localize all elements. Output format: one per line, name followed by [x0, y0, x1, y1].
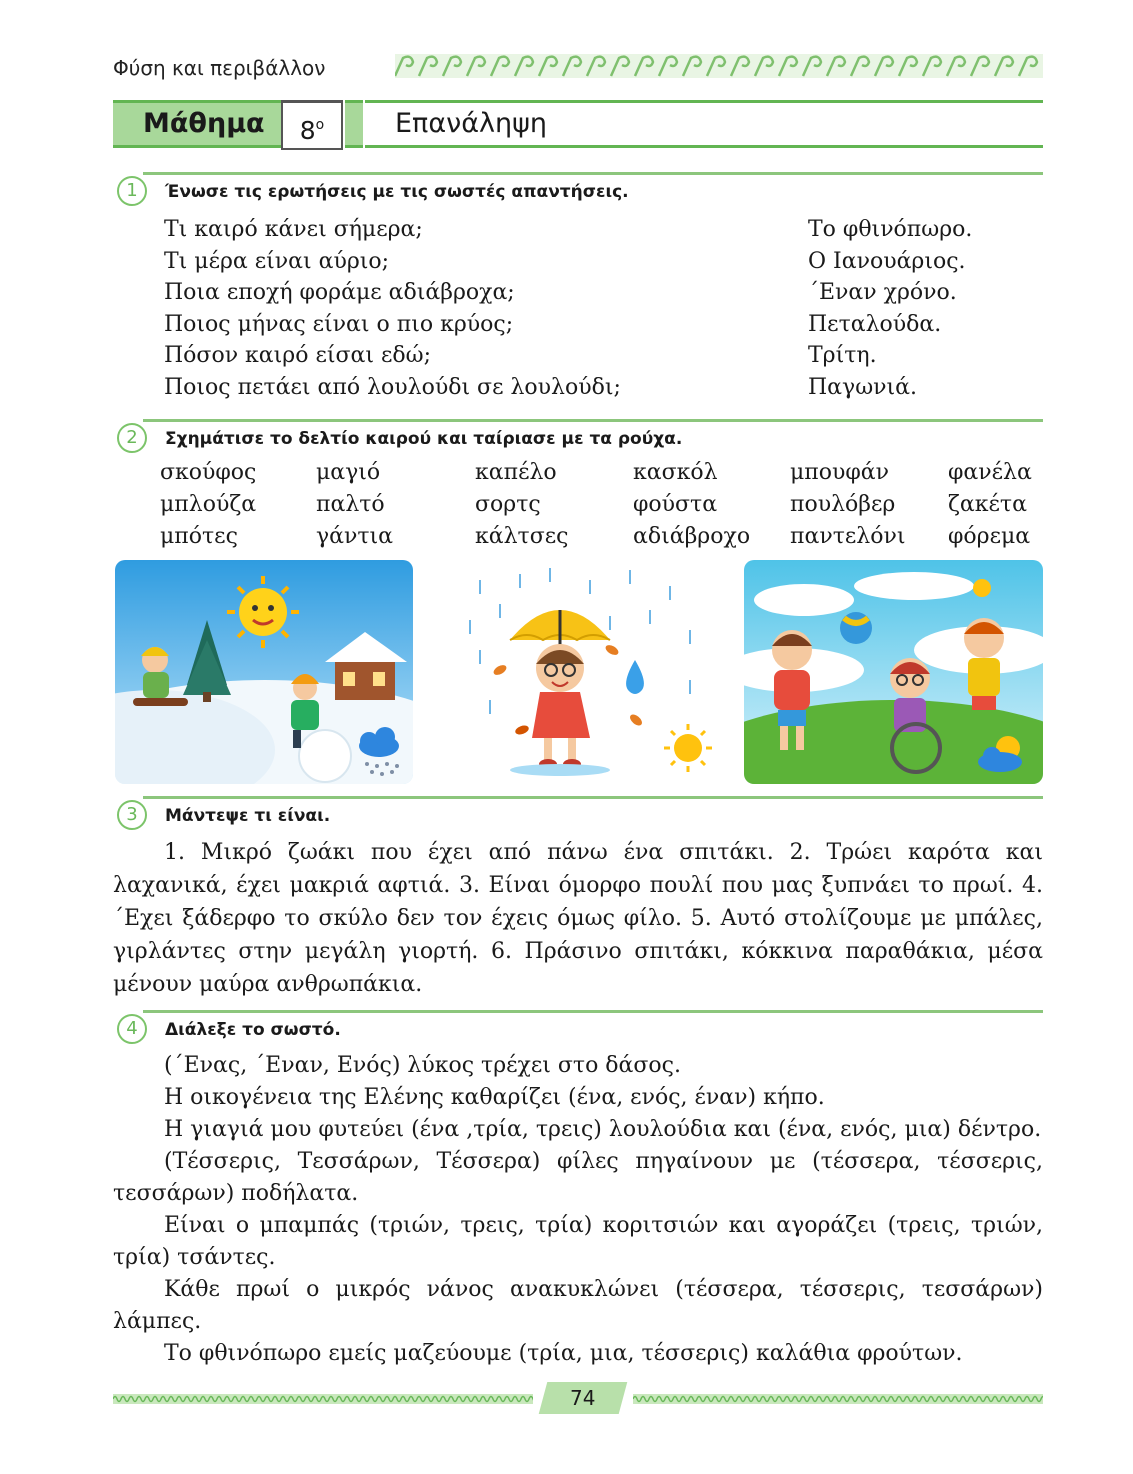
page-footer — [113, 1382, 1043, 1416]
word: φόρεμα — [948, 524, 1031, 549]
section-rule — [143, 796, 1043, 799]
word: παλτό — [316, 492, 385, 517]
word: γάντια — [316, 524, 394, 549]
rain-illustration — [440, 560, 730, 784]
choice-sentence: Είναι ο μπαμπάς (τριών, τρεις, τρία) κοριτσιών και αγοράζει (τρεις, τριών, τρία) τσάντες. — [113, 1213, 1043, 1270]
exercise-number-badge: 1 — [117, 176, 147, 206]
word: κάλτσες — [475, 524, 569, 549]
exercise-title: Ένωσε τις ερωτήσεις με τις σωστές απαντήσεις. — [165, 182, 629, 202]
exercise-3-header — [113, 796, 1043, 830]
lesson-divider — [345, 100, 363, 148]
word: φανέλα — [948, 460, 1032, 485]
answer-item: Ο Ιανουάριος. — [808, 248, 966, 274]
page-number — [539, 1382, 628, 1414]
winter-illustration — [115, 560, 413, 784]
choice-sentence: Η οικογένεια της Ελένης καθαρίζει (ένα, ενός, έναν) κήπο. — [164, 1085, 825, 1110]
answer-item: Παγωνιά. — [808, 374, 917, 400]
word: αδιάβροχο — [633, 524, 751, 549]
choice-sentence: Το φθινόπωρο εμείς μαζεύουμε (τρία, μια, τέσσερις) καλάθια φρούτων. — [164, 1341, 963, 1366]
question-item: Πόσον καιρό είσαι εδώ; — [164, 343, 431, 369]
answer-list — [808, 214, 1043, 404]
decorative-meander-border — [395, 52, 1043, 80]
word-row — [160, 492, 1040, 524]
word: καπέλο — [475, 460, 557, 485]
word-row — [160, 524, 1040, 556]
exercise-title: Σχημάτισε το δελτίο καιρού και ταίριασε με τα ρούχα. — [165, 429, 683, 449]
lesson-number — [281, 100, 343, 150]
footer-wave-border-right — [633, 1394, 1043, 1404]
word-row — [160, 460, 1040, 492]
lesson-number-value: 8 — [299, 116, 316, 145]
section-rule — [143, 1010, 1043, 1013]
word: σκούφος — [160, 460, 257, 485]
lesson-title: Επανάληψη — [365, 100, 1043, 148]
exercise-number-badge: 2 — [117, 423, 147, 453]
lesson-header — [113, 100, 1043, 150]
choice-sentence: (Τέσσερις, Τεσσάρων, Τέσσερα) φίλες πηγαίνουν με (τέσσερα, τέσσερις, τεσσάρων) ποδήλατα. — [113, 1149, 1043, 1206]
question-item: Ποιος μήνας είναι ο πιο κρύος; — [164, 311, 514, 337]
word: μπότες — [160, 524, 238, 549]
word: σορτς — [475, 492, 541, 517]
question-item: Ποιος πετάει από λουλούδι σε λουλούδι; — [164, 374, 621, 400]
exercise-4-header — [113, 1010, 1043, 1044]
word: ζακέτα — [948, 492, 1027, 517]
lesson-label: Μάθημα — [113, 100, 281, 148]
question-item: Ποια εποχή φοράμε αδιάβροχα; — [164, 280, 515, 306]
word: μπουφάν — [790, 460, 890, 485]
choice-sentence: (΄Ενας, ΄Εναν, Ενός) λύκος τρέχει στο δάσος. — [164, 1053, 681, 1078]
answer-item: Το φθινόπωρο. — [808, 217, 973, 242]
summer-illustration — [744, 560, 1043, 784]
word: μαγιό — [316, 460, 381, 485]
word: παντελόνι — [790, 524, 906, 549]
section-rule — [143, 172, 1043, 175]
answer-item: Τρίτη. — [808, 343, 877, 369]
subject-title: Φύση και περιβάλλον — [113, 56, 326, 80]
clothing-word-grid — [160, 460, 1040, 556]
exercise-number-badge: 3 — [117, 800, 147, 830]
question-list — [164, 214, 784, 404]
answer-item: ΄Εναν χρόνο. — [808, 280, 957, 306]
choice-sentences — [113, 1050, 1043, 1370]
riddles-paragraph: 1. Μικρό ζωάκι που έχει από πάνω ένα σπιτάκι. 2. Τρώει καρότα και λαχανικά, έχει μακριά αφτιά. 3. Είναι όμορφο πουλί που μας ξυπνάει το πρωί. 4. ΄Εχει ξάδερφο το σκύλο δεν τον έχεις όμως φίλο. 5. Αυτό στολίζουμε με μπάλες, γιρλάντες στην μεγάλη γιορτή. 6. Πράσινο σπιτάκι, κόκκινα παραθάκια, μέσα μένουν μαύρα ανθρωπάκια. — [113, 840, 1043, 997]
lesson-number-suffix: ο — [315, 117, 325, 133]
page-number-value: 74 — [570, 1386, 596, 1410]
choice-sentence: Κάθε πρωί ο μικρός νάνος ανακυκλώνει (τέσσερα, τέσσερις, τεσσάρων) λάμπες. — [113, 1277, 1043, 1334]
exercise-2-header — [113, 419, 1043, 453]
sun-icon — [973, 579, 991, 597]
exercise-title: Μάντεψε τι είναι. — [165, 806, 331, 826]
section-rule — [143, 419, 1043, 422]
choice-sentence: Η γιαγιά μου φυτεύει (ένα ,τρία, τρεις) λουλούδια και (ένα, ενός, μια) δέντρο. — [164, 1117, 1042, 1142]
exercise-title: Διάλεξε το σωστό. — [165, 1020, 341, 1040]
word: φούστα — [633, 492, 718, 517]
footer-wave-border-left — [113, 1394, 533, 1404]
word: πουλόβερ — [790, 492, 896, 517]
ball-icon — [840, 612, 872, 644]
word: κασκόλ — [633, 460, 718, 485]
question-item: Τι μέρα είναι αύριο; — [164, 248, 390, 274]
exercise-1-header — [113, 172, 1043, 206]
word: μπλούζα — [160, 492, 257, 517]
exercise-number-badge: 4 — [117, 1014, 147, 1044]
answer-item: Πεταλούδα. — [808, 311, 942, 337]
question-item: Τι καιρό κάνει σήμερα; — [164, 217, 423, 242]
